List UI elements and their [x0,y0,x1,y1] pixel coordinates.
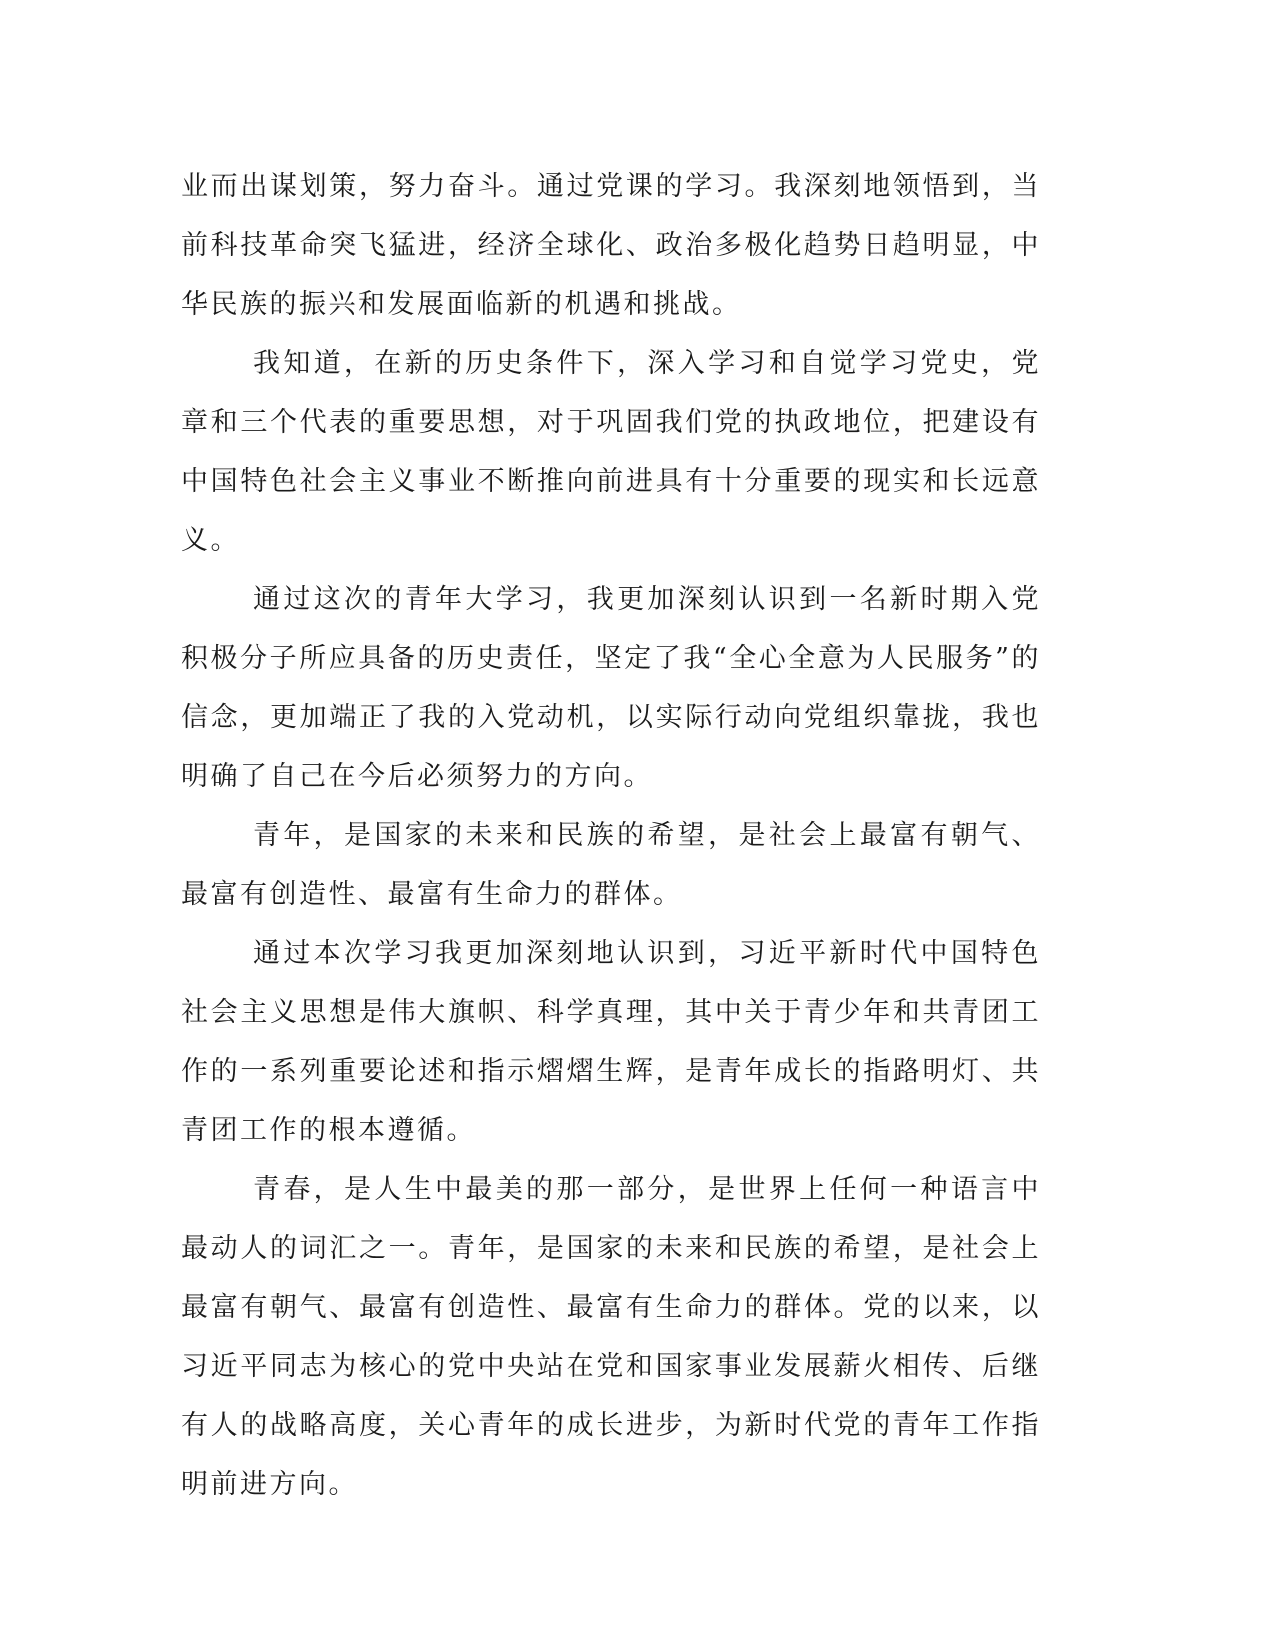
paragraph-5: 通过本次学习我更加深刻地认识到，习近平新时代中国特色社会主义思想是伟大旗帜、科学真理，其中关于青少年和共青团工作的一系列重要论述和指示熠熠生辉，是青年成长的指路明灯、共青团工作的根本遵循。 [181,938,1041,1146]
paragraph-2: 我知道，在新的历史条件下，深入学习和自觉学习党史，党章和三个代表的重要思想，对于巩固我们党的执政地位，把建设有中国特色社会主义事业不断推向前进具有十分重要的现实和长远意义。 [181,348,1041,556]
paragraph-3: 通过这次的青年大学习，我更加深刻认识到一名新时期入党积极分子所应具备的历史责任，坚定了我“全心全意为人民服务”的信念，更加端正了我的入党动机，以实际行动向党组织靠拢，我也明确了自己在今后必须努力的方向。 [181,584,1041,792]
paragraph-6: 青春，是人生中最美的那一部分，是世界上任何一种语言中最动人的词汇之一。青年，是国家的未来和民族的希望，是社会上最富有朝气、最富有创造性、最富有生命力的群体。党的以来，以习近平同志为核心的党中央站在党和国家事业发展薪火相传、后继有人的战略高度，关心青年的成长进步，为新时代党的青年工作指明前进方向。 [181,1174,1041,1500]
paragraph-4: 青年，是国家的未来和民族的希望，是社会上最富有朝气、最富有创造性、最富有生命力的群体。 [181,820,1041,910]
document-body [181,157,1041,1514]
paragraph-1: 业而出谋划策，努力奋斗。通过党课的学习。我深刻地领悟到，当前科技革命突飞猛进，经济全球化、政治多极化趋势日趋明显，中华民族的振兴和发展面临新的机遇和挑战。 [181,171,1041,320]
